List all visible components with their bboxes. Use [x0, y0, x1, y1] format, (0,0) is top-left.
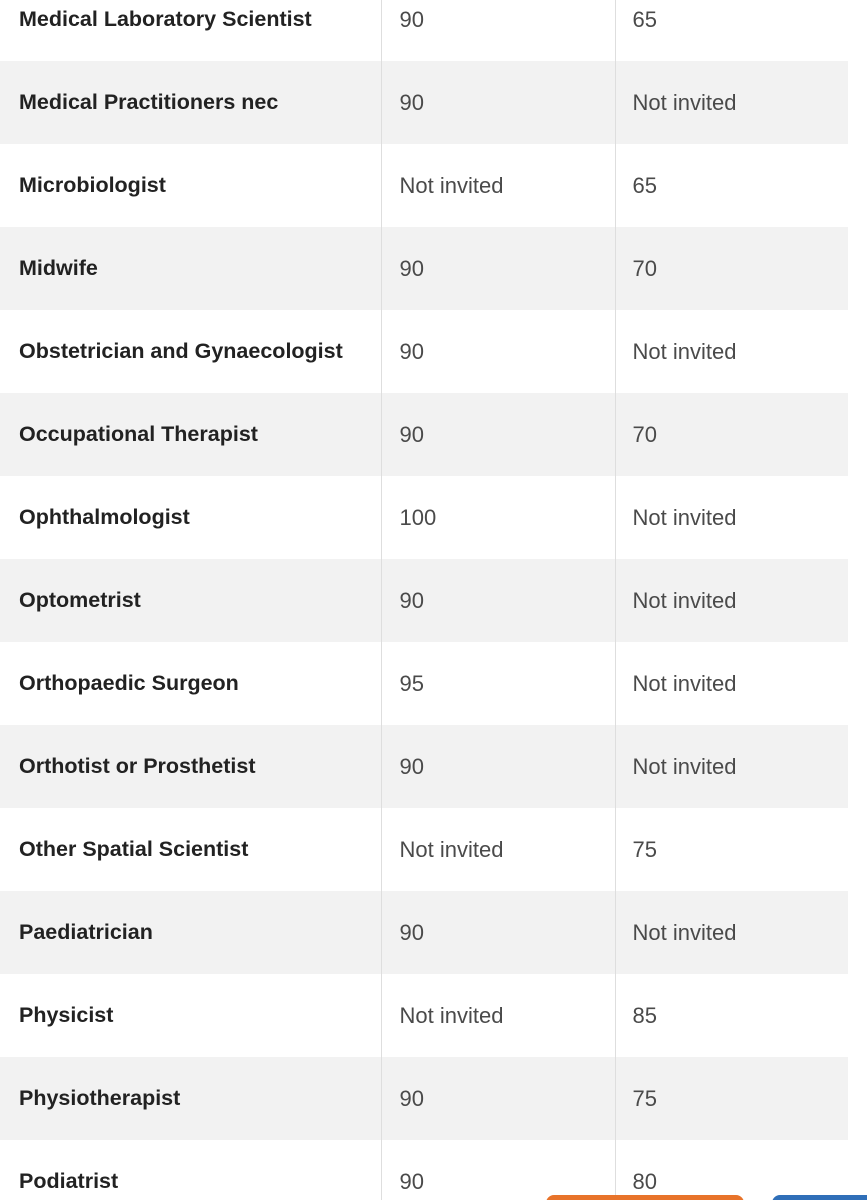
points-cell: 90 [381, 310, 615, 393]
points-cell: 90 [381, 0, 615, 61]
occupation-cell: Ophthalmologist [19, 505, 190, 529]
table-row [0, 891, 848, 974]
points-cell: Not invited [381, 974, 615, 1057]
points-cell: 90 [381, 1057, 615, 1140]
table-row [0, 393, 848, 476]
points-cell: 100 [381, 476, 615, 559]
table-row [0, 1057, 848, 1140]
occupation-cell: Microbiologist [19, 173, 166, 197]
blue-action-button[interactable] [772, 1195, 867, 1200]
orange-action-button[interactable] [546, 1195, 744, 1200]
points-cell: Not invited [615, 725, 848, 808]
table-row [0, 808, 848, 891]
table-row [0, 144, 848, 227]
points-cell: 70 [615, 393, 848, 476]
points-cell: 90 [381, 61, 615, 144]
table-row [0, 642, 848, 725]
table-row [0, 310, 848, 393]
table-row [0, 0, 848, 61]
points-cell: Not invited [615, 559, 848, 642]
points-cell: 90 [381, 725, 615, 808]
table-row [0, 61, 848, 144]
occupation-cell: Orthotist or Prosthetist [0, 725, 381, 808]
points-cell: 75 [615, 1057, 848, 1140]
points-cell: Not invited [381, 808, 615, 891]
points-cell: 90 [381, 227, 615, 310]
table-row [0, 1140, 848, 1200]
points-cell: Not invited [615, 310, 848, 393]
occupation-cell: Optometrist [0, 559, 381, 642]
table-row [0, 974, 848, 1057]
occupation-cell: Obstetrician and Gynaecologist [19, 339, 343, 363]
points-cell: Not invited [381, 144, 615, 227]
table-row [0, 227, 848, 310]
occupation-cell: Podiatrist [19, 1169, 119, 1193]
points-cell: Not invited [615, 476, 848, 559]
points-cell: 90 [381, 559, 615, 642]
table-row [0, 476, 848, 559]
points-cell: Not invited [615, 891, 848, 974]
occupation-cell: Medical Practitioners nec [0, 61, 381, 144]
points-cell: 95 [381, 642, 615, 725]
occupation-cell: Physiotherapist [0, 1057, 381, 1140]
points-cell: Not invited [615, 642, 848, 725]
points-cell: 90 [381, 891, 615, 974]
occupation-cell: Occupational Therapist [0, 393, 381, 476]
occupation-cell: Physicist [19, 1003, 114, 1027]
occupation-cell: Medical Laboratory Scientist [19, 7, 312, 31]
points-cell: 80 [615, 1140, 848, 1200]
table-row [0, 559, 848, 642]
points-cell: 90 [381, 1140, 615, 1200]
table-row [0, 725, 848, 808]
points-cell: 65 [615, 144, 848, 227]
occupation-cell: Other Spatial Scientist [19, 837, 249, 861]
points-cell: 90 [381, 393, 615, 476]
occupation-cell: Paediatrician [0, 891, 381, 974]
points-cell: 65 [615, 0, 848, 61]
occupation-cell: Orthopaedic Surgeon [19, 671, 239, 695]
occupation-cell: Midwife [0, 227, 381, 310]
points-cell: 70 [615, 227, 848, 310]
points-cell: Not invited [615, 61, 848, 144]
points-cell: 85 [615, 974, 848, 1057]
points-cell: 75 [615, 808, 848, 891]
